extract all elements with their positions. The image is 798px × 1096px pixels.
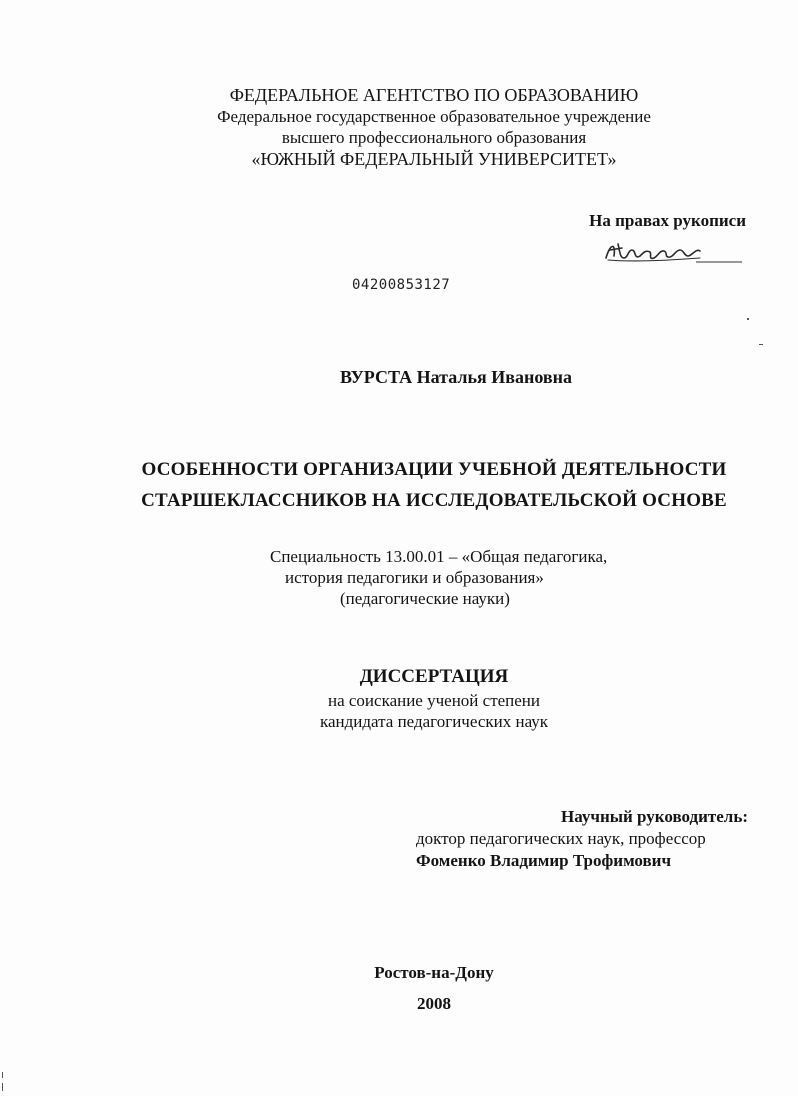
supervisor-degree: доктор педагогических наук, профессор — [416, 829, 706, 848]
year: 2008 — [417, 994, 451, 1013]
degree-line-2: кандидата педагогических наук — [319, 712, 549, 731]
signature-icon — [600, 236, 746, 268]
manuscript-note: На правах рукописи — [589, 211, 746, 230]
specialty-line-2: история педагогики и образования» — [285, 568, 544, 587]
specialty-line-1: Специальность 13.00.01 – «Общая педагогика, — [270, 547, 608, 566]
degree-line-1: на соискание ученой степени — [327, 691, 541, 710]
agency-name: ФЕДЕРАЛЬНОЕ АГЕНТСТВО ПО ОБРАЗОВАНИЮ — [229, 85, 639, 105]
scan-speck — [2, 1072, 3, 1078]
inventory-number: 04200853127 — [352, 277, 451, 293]
author-name: ВУРСТА Наталья Ивановна — [340, 367, 572, 387]
university-name: «ЮЖНЫЙ ФЕДЕРАЛЬНЫЙ УНИВЕРСИТЕТ» — [251, 149, 617, 169]
supervisor-label: Научный руководитель: — [561, 807, 748, 826]
institution-line-1: Федеральное государственное образовательное учреждение — [217, 107, 651, 126]
dissertation-heading: ДИССЕРТАЦИЯ — [359, 666, 509, 687]
scan-speck — [759, 344, 763, 345]
supervisor-name: Фоменко Владимир Трофимович — [416, 851, 672, 870]
scan-speck — [747, 318, 749, 320]
scan-speck — [2, 1083, 3, 1091]
dissertation-title-line-1: ОСОБЕННОСТИ ОРГАНИЗАЦИИ УЧЕБНОЙ ДЕЯТЕЛЬНОСТИ — [141, 459, 727, 480]
specialty-line-3: (педагогические науки) — [340, 589, 510, 608]
dissertation-title-line-2: СТАРШЕКЛАССНИКОВ НА ИССЛЕДОВАТЕЛЬСКОЙ ОСНОВЕ — [141, 490, 727, 511]
city: Ростов-на-Дону — [374, 963, 494, 982]
institution-line-2: высшего профессионального образования — [281, 128, 587, 147]
